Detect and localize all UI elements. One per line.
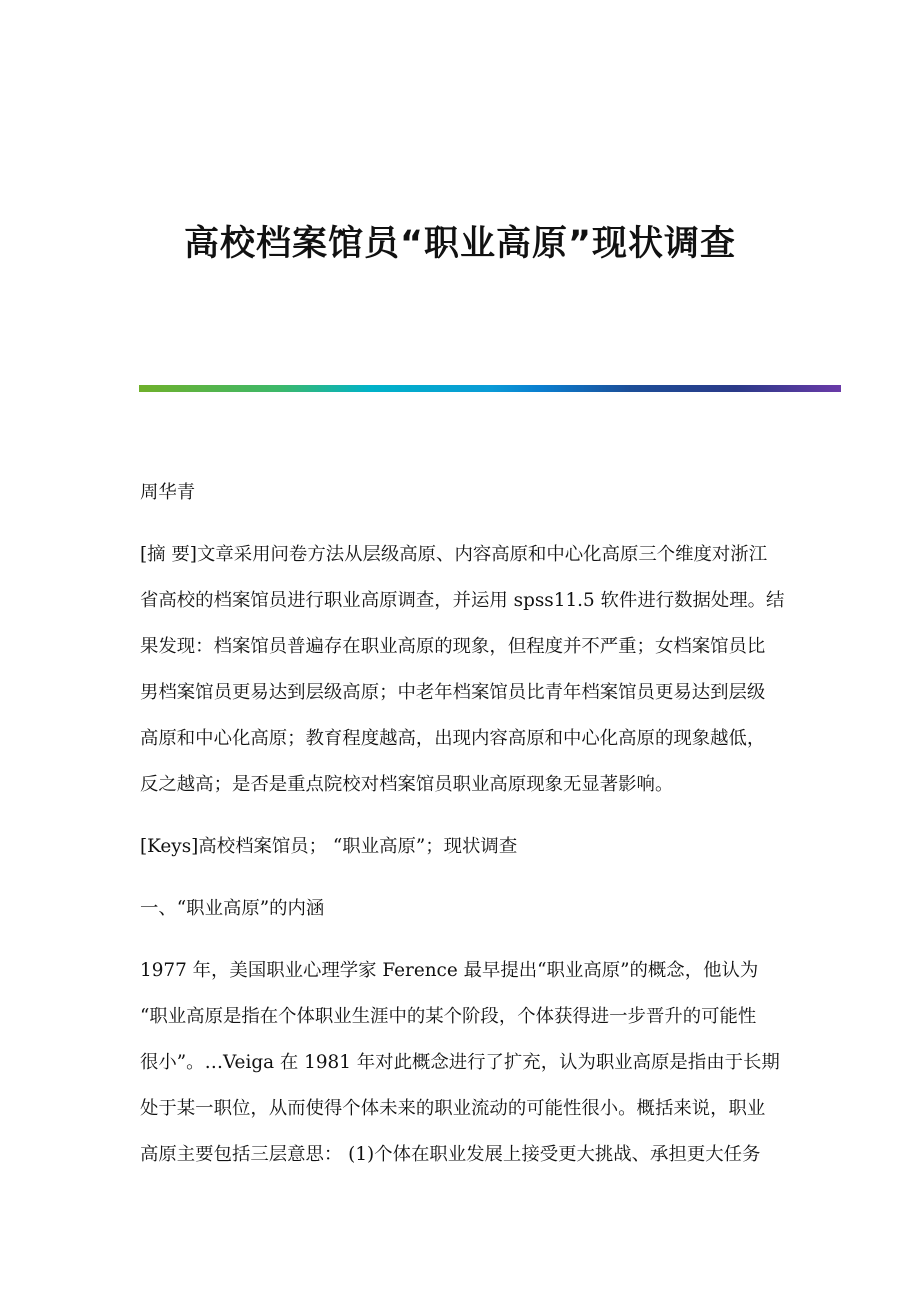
abstract-line: 高原和中心化高原；教育程度越高，出现内容高原和中心化高原的现象越低， bbox=[140, 728, 766, 749]
body-line: 处于某一职位，从而使得个体未来的职业流动的可能性很小。概括来说，职业 bbox=[140, 1098, 766, 1119]
document-title: 高校档案馆员“职业高原”现状调查 bbox=[183, 224, 736, 264]
section-heading bbox=[140, 886, 780, 932]
abstract-line: 男档案馆员更易达到层级高原；中老年档案馆员比青年档案馆员更易达到层级 bbox=[140, 682, 766, 703]
author bbox=[140, 470, 780, 516]
abstract-line: 果发现：档案馆员普遍存在职业高原的现象，但程度并不严重；女档案馆员比 bbox=[140, 636, 766, 657]
body-line: “职业高原是指在个体职业生涯中的某个阶段，个体获得进一步晋升的可能性 bbox=[140, 1006, 757, 1027]
body-line: 1977 年，美国职业心理学家 Ference 最早提出“职业高原”的概念，他认为 bbox=[140, 960, 759, 981]
keywords-line: [Keys]高校档案馆员； “职业高原”；现状调查 bbox=[140, 836, 518, 857]
body-line: 很小”。…Veiga 在 1981 年对此概念进行了扩充，认为职业高原是指由于长期 bbox=[140, 1052, 780, 1073]
body-paragraph bbox=[140, 948, 780, 1178]
section-heading-text: 一、“职业高原”的内涵 bbox=[140, 898, 325, 919]
abstract bbox=[140, 532, 785, 808]
author-name: 周华青 bbox=[140, 482, 196, 503]
keywords bbox=[140, 824, 780, 870]
abstract-line: [摘 要]文章采用问卷方法从层级高原、内容高原和中心化高原三个维度对浙江 bbox=[140, 544, 768, 565]
abstract-line: 省高校的档案馆员进行职业高原调查，并运用 spss11.5 软件进行数据处理。结 bbox=[140, 590, 785, 611]
document-body bbox=[140, 470, 785, 1194]
abstract-line: 反之越高；是否是重点院校对档案馆员职业高原现象无显著影响。 bbox=[140, 774, 674, 795]
body-line: 高原主要包括三层意思： (1)个体在职业发展上接受更大挑战、承担更大任务 bbox=[140, 1144, 761, 1165]
gradient-divider bbox=[139, 385, 841, 392]
